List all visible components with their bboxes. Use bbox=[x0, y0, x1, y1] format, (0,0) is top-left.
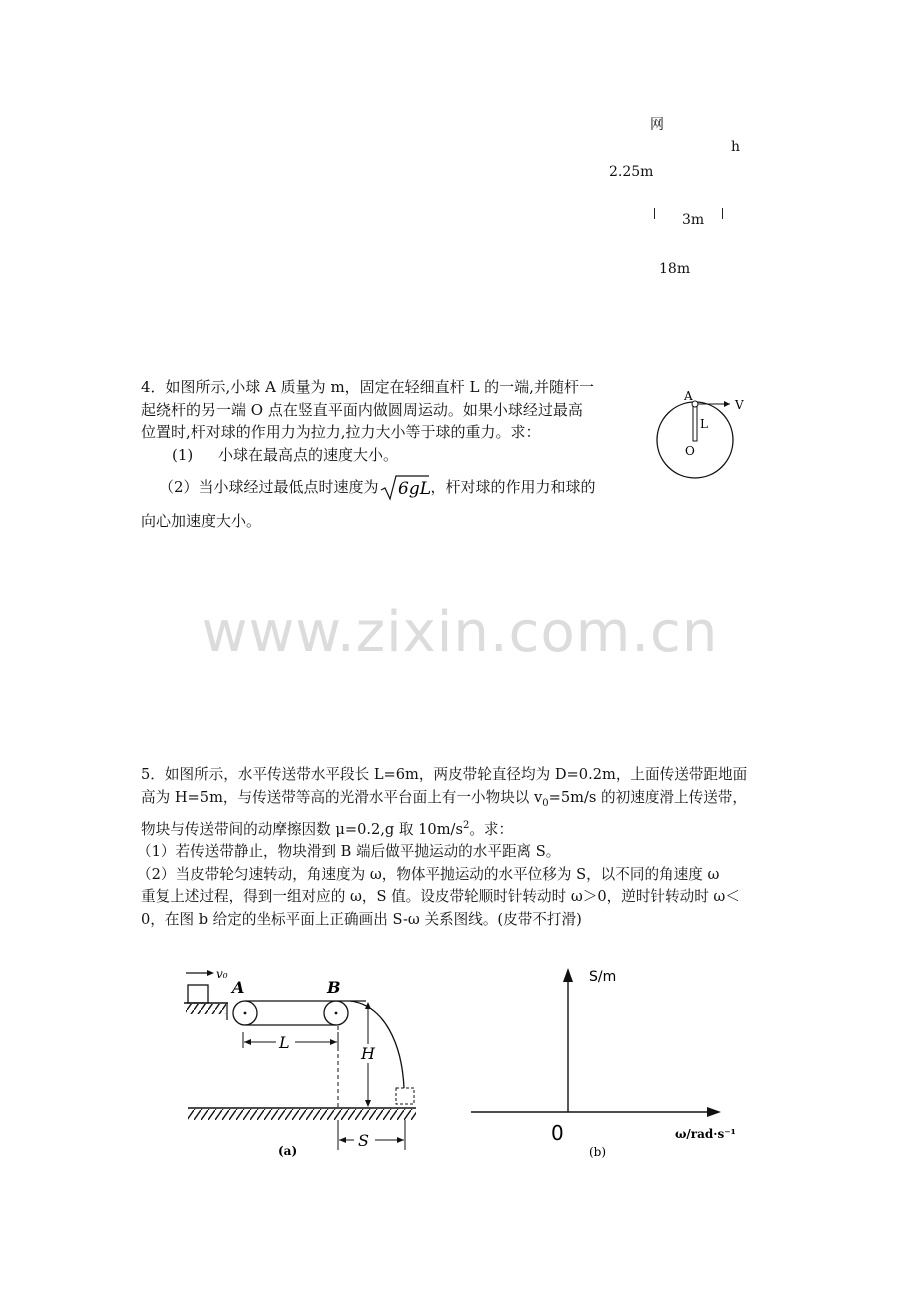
q5-v0-subscript: 0 bbox=[542, 797, 549, 809]
pulley-left-axle bbox=[244, 1012, 247, 1015]
fig3-tick-left bbox=[654, 208, 655, 219]
q5-line-2 bbox=[141, 787, 781, 815]
y-axis-label: S/m bbox=[589, 969, 617, 985]
q4-item-1-text: 小球在最高点的速度大小。 bbox=[218, 445, 399, 464]
fig3-distance-label: 18m bbox=[659, 261, 691, 277]
fig3-h-label: h bbox=[731, 139, 741, 155]
label-A: A bbox=[684, 389, 693, 403]
L-arrowhead-left bbox=[244, 1039, 251, 1045]
label-L: L bbox=[279, 1033, 290, 1052]
landing-block bbox=[396, 1088, 414, 1104]
q5-item-2-line-1: （2）当皮带轮匀速转动，角速度为 ω，物体平抛运动的水平位移为 S，以不同的角速度 ω bbox=[137, 865, 720, 883]
q4-line-3: 位置时,杆对球的作用力为拉力,拉力大小等于球的重力。求： bbox=[141, 423, 541, 441]
y-axis-arrowhead bbox=[563, 968, 573, 982]
q4-line-1: 4．如图所示,小球 A 质量为 m，固定在轻细直杆 L 的一端,并随杆一 bbox=[141, 378, 594, 396]
q5-squared: 2 bbox=[462, 819, 470, 831]
label-S: S bbox=[358, 1131, 369, 1150]
q5-line-2b: =5m/s 的初速度滑上传送带， bbox=[548, 788, 747, 806]
label-A: A bbox=[232, 978, 245, 997]
fig3-span-label: 3m bbox=[682, 212, 705, 228]
label-V: V bbox=[735, 398, 744, 412]
label-v0: v₀ bbox=[216, 967, 228, 981]
q5-item-2-line-3: 0，在图 b 给定的坐标平面上正确画出 S-ω 关系图线。(皮带不打滑) bbox=[141, 910, 582, 928]
velocity-arrowhead bbox=[724, 401, 730, 407]
block bbox=[188, 985, 208, 1003]
label-O: O bbox=[685, 444, 695, 458]
x-axis-arrowhead bbox=[707, 1107, 721, 1117]
q5-item-2-line-2: 重复上述过程，得到一组对应的 ω，S 值。设皮带轮顺时针转动时 ω＞0，逆时针转动时 ω＜ bbox=[141, 888, 740, 906]
label-H: H bbox=[361, 1044, 375, 1063]
q5-line-3 bbox=[141, 815, 781, 841]
q4-line-last: 向心加速度大小。 bbox=[141, 512, 262, 530]
x-axis-label: ω/rad·s⁻¹ bbox=[675, 1127, 736, 1141]
ground-hatch bbox=[188, 1109, 416, 1120]
platform-hatch bbox=[186, 1004, 226, 1014]
label-L: L bbox=[700, 417, 708, 431]
S-arrowhead-left bbox=[339, 1137, 346, 1143]
watermark: www.zixin.com.cn bbox=[201, 600, 719, 665]
fig3-height-label: 2.25m bbox=[609, 164, 654, 180]
L-arrowhead-right bbox=[330, 1039, 337, 1045]
q4-item-2-prefix: （2）当小球经过最低点时速度为 bbox=[159, 478, 379, 496]
S-arrowhead-right bbox=[397, 1137, 404, 1143]
origin-label: 0 bbox=[551, 1121, 564, 1145]
rod-L bbox=[693, 403, 697, 441]
ball-A bbox=[692, 401, 698, 407]
trajectory bbox=[350, 1001, 404, 1088]
H-arrowhead-bottom bbox=[365, 1100, 371, 1107]
label-B: B bbox=[327, 978, 341, 997]
caption-a: (a) bbox=[278, 1144, 298, 1158]
q5-item-1: （1）若传送带静止，物块滑到 B 端后做平抛运动的水平距离 S。 bbox=[137, 843, 561, 861]
q5-text bbox=[137, 764, 781, 931]
caption-b: (b) bbox=[589, 1145, 607, 1159]
v0-arrowhead bbox=[207, 970, 214, 976]
q5-line-1: 5．如图所示，水平传送带水平段长 L=6m，两皮带轮直径均为 D=0.2m，上面传送带距地面 bbox=[141, 766, 748, 783]
q5-line-2a: 高为 H=5m，与传送带等高的光滑水平台面上有一小物块以 v bbox=[141, 788, 543, 806]
fig3-net-label: 网 bbox=[650, 117, 664, 133]
pulley-right-axle bbox=[335, 1012, 338, 1015]
coordinate-figure-b bbox=[465, 962, 765, 1166]
q4-item-1-number: (1) bbox=[172, 445, 194, 464]
fig3-tick-right bbox=[722, 208, 723, 219]
q5-line-3b: 。求： bbox=[469, 820, 514, 838]
q4-line-2: 起绕杆的另一端 O 点在竖直平面内做圆周运动。如果小球经过最高 bbox=[141, 400, 583, 419]
sqrt-expression bbox=[379, 474, 431, 502]
q4-figure bbox=[650, 388, 760, 486]
q5-line-3a: 物块与传送带间的动摩擦因数 μ=0.2,g 取 10m/s bbox=[141, 820, 463, 838]
sqrt-radicand: 6gL bbox=[397, 479, 431, 499]
conveyor-figure-a bbox=[180, 960, 430, 1168]
q4-item-2-suffix: ，杆对球的作用力和球的 bbox=[430, 478, 596, 496]
